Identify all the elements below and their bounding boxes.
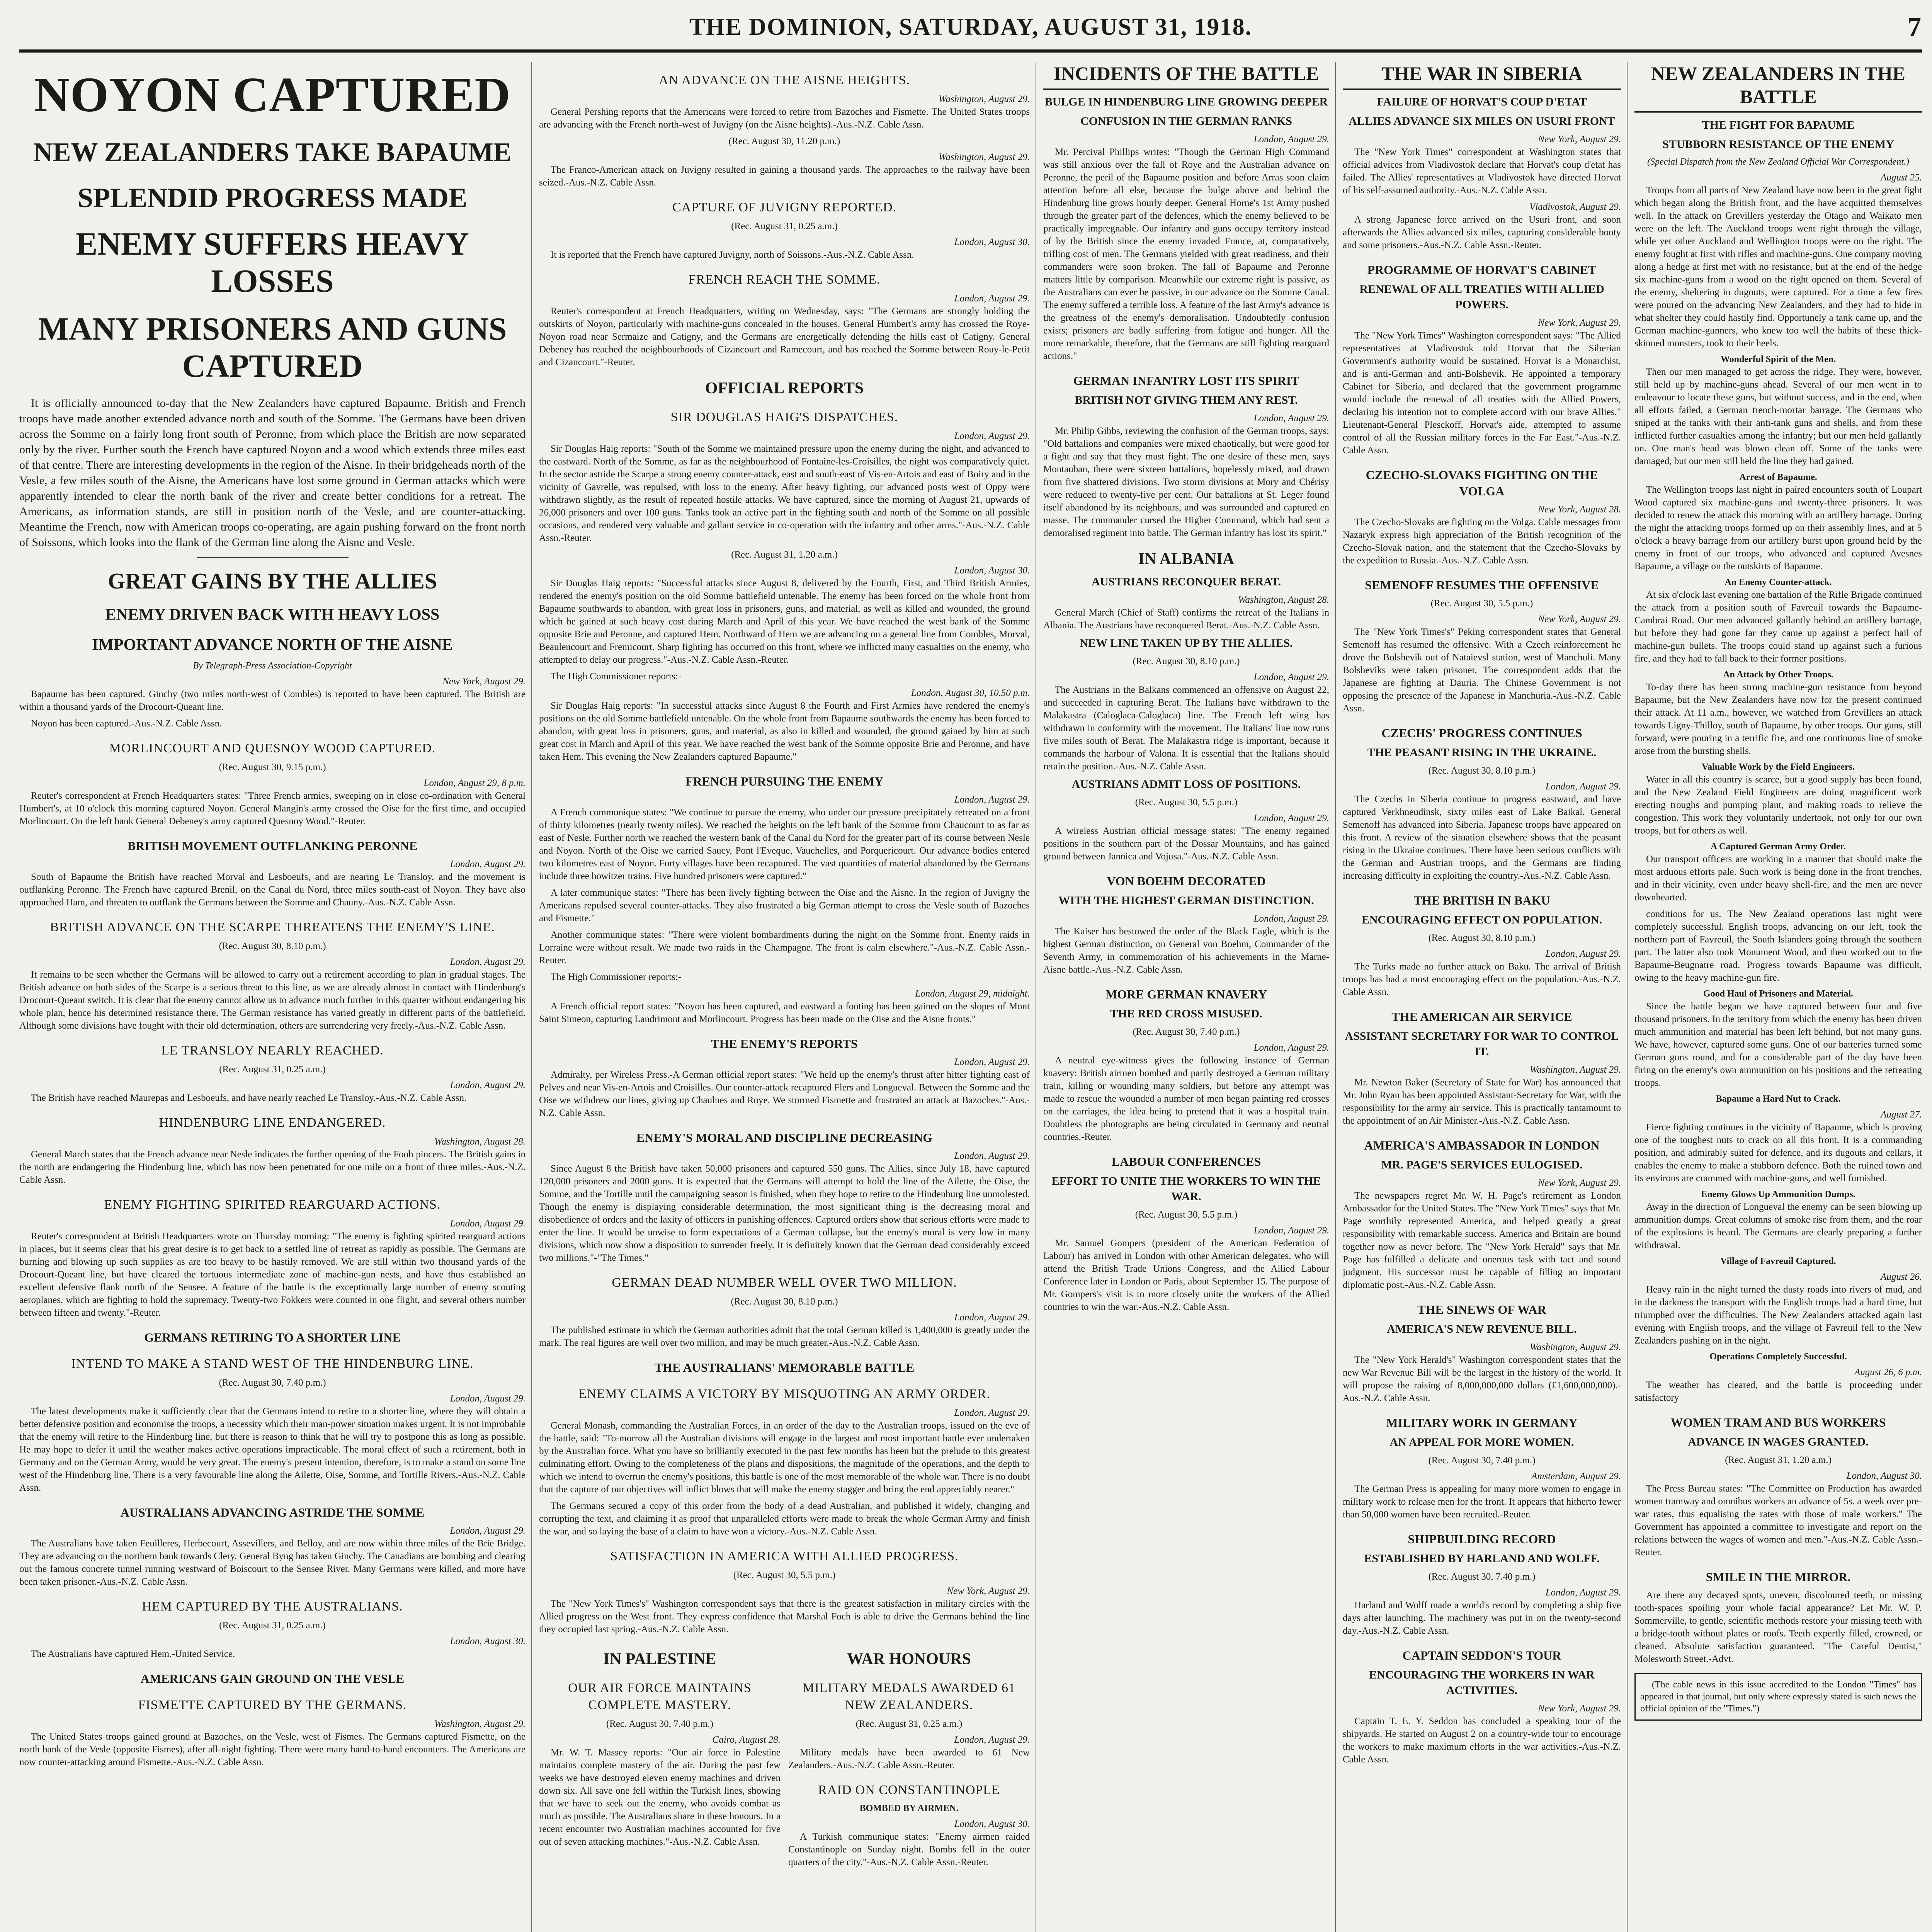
received-note: (Rec. August 31, 0.25 a.m.): [731, 221, 838, 231]
headline-progress: SPLENDID PROGRESS MADE: [77, 182, 468, 213]
article-paragraph: The German Press is appealing for many more women to engage in military work to release men for the front. It appears that hitherto fewer than 50,000 women have been recruited.-Reuter.: [1343, 1484, 1621, 1520]
dateline: Washington, August 29.: [938, 94, 1030, 104]
received-note: (Rec. August 30, 8.10 p.m.): [731, 1296, 838, 1307]
section-title: CZECHS' PROGRESS CONTINUES: [1381, 726, 1582, 740]
section-title: MORE GERMAN KNAVERY: [1105, 987, 1267, 1001]
section-header: INCIDENTS OF THE BATTLE: [1043, 62, 1329, 90]
article-paragraph: A strong Japanese force arrived on the Usuri front, and soon afterwards the Allies advanced six miles, capturing considerable booty and some prisoners.-Aus.-N.Z. Cable Assn.-Reuter.: [1343, 214, 1621, 250]
article-paragraph: A wireless Austrian official message states: "The enemy regained positions in the southern part of the Dossar Mountains, and has gained ground between Jannica and Vojusa."-Aus.-N.Z. Cable Assn.: [1043, 826, 1329, 862]
dateline: Washington, August 29.: [938, 152, 1030, 162]
section-title: AMERICANS GAIN GROUND ON THE VESLE: [140, 1672, 405, 1685]
dateline: London, August 30, 10.50 p.m.: [911, 688, 1030, 698]
section-title: AUSTRALIANS ADVANCING ASTRIDE THE SOMME: [120, 1505, 425, 1519]
subhead: Operations Completely Successful.: [1709, 1352, 1847, 1362]
section-title: SATISFACTION IN AMERICA WITH ALLIED PROGRESS.: [610, 1549, 959, 1563]
article-paragraph: A later communique states: "There has been lively fighting between the Oise and the Aisne. In the region of Juvigny the Americans repulsed several counter-attacks. They also frustrated a big German attempt to cross the Vesle south of Bazoches and Fismette.": [539, 888, 1030, 923]
dateline: London, August 29.: [450, 1526, 526, 1536]
section-title: IN PALESTINE: [603, 1650, 716, 1668]
dateline: London, August 30.: [954, 1819, 1030, 1829]
section-title: OFFICIAL REPORTS: [705, 379, 864, 397]
section-title: PROGRAMME OF HORVAT'S CABINET: [1367, 263, 1597, 277]
dateline: New York, August 29.: [947, 1586, 1030, 1596]
article-paragraph: The United States troops gained ground at Bazoches, on the Vesle, west of Fismes. The Germans captured Fismette, on the north bank of the Vesle (opposite Fismes), after all-night fighting. There were many hand-to-hand encounters. The Americans are now counter-attacking around Fismette.-Aus.-N.Z. Cable Assn.: [19, 1731, 526, 1767]
article-paragraph: The Czecho-Slovaks are fighting on the Volga. Cable messages from Nazaryk express high appreciation of the British recognition of the Czecho-Slovak nation, and the statement that the Czecho-Slovaks by the expedition to Russia.-Aus.-N.Z. Cable Assn.: [1343, 517, 1621, 566]
section-deck: ENCOURAGING THE WORKERS IN WAR ACTIVITIES.: [1369, 1668, 1595, 1697]
article-paragraph: To-day there has been strong machine-gun resistance from beyond Bapaume, but the New Zealanders have now for the present continued their attack. At 11 a.m., however, we watched from Grevillers an attack towards Ligny-Thilloy, south of Bapaume, by other troops. Our guns, still forward, were pouring in a terrific fire, and one continuous line of smoke arose from the bursting shells.: [1634, 682, 1922, 756]
received-note: (Rec. August 30, 8.10 p.m.): [1428, 765, 1536, 776]
article-paragraph: General Monash, commanding the Australian Forces, in an order of the day to the Australian troops, issued on the eve of the battle, said: "To-morrow all the Australian divisions will engage in the largest and most important battle ever undertaken by the Australian force. What you have so brilliantly executed in the past few months has been but the prelude to this greatest culminating effort. Owing to the completeness of the plans and dispositions, the magnitude of the operations, and the depth to which we intend to overrun the enemy's positions, this battle is one of the most memorable of the whole war. There is no doubt that the capture of our objectives will inflict blows that will make the enemy stagger and bring the end appreciably nearer.": [539, 1420, 1030, 1495]
section-title: GERMAN DEAD NUMBER WELL OVER TWO MILLION.: [612, 1276, 957, 1290]
section-title: FRENCH PURSUING THE ENEMY: [685, 774, 884, 788]
subhead: A Captured German Army Order.: [1711, 842, 1846, 852]
column-3: [1043, 62, 1329, 1932]
received-note: (Rec. August 30, 7.40 p.m.): [1428, 1571, 1536, 1582]
article-paragraph: Military medals have been awarded to 61 New Zealanders.-Aus.-N.Z. Cable Assn.-Reuter.: [788, 1747, 1030, 1770]
section-deck: AMERICA'S NEW REVENUE BILL.: [1387, 1323, 1577, 1335]
dateline: London, August 29.: [954, 794, 1030, 805]
section-title: LE TRANSLOY NEARLY REACHED.: [161, 1043, 384, 1058]
dateline: London, August 30.: [450, 1636, 526, 1646]
war-honours-box: [788, 1639, 1030, 1872]
article-paragraph: Another communique states: "There were violent bombardments during the night on the Somme front. Enemy raids in Lorraine were without result. We made two raids in the Champagne. The front is calm elsewhere."-Aus.-N.Z. Cable Assn.-Reuter.: [539, 930, 1030, 966]
article-paragraph: The "New York Times" correspondent at Washington states that official advices from Vladivostok declare that Horvat's coup d'etat has failed. The Allies' representatives at Vladivostok have directed Horvat of his self-assumed authority.-Aus.-N.Z. Cable Assn.: [1343, 147, 1621, 196]
byline: By Telegraph-Press Association-Copyright: [193, 661, 352, 671]
section-deck: THE PEASANT RISING IN THE UKRAINE.: [1367, 746, 1597, 759]
dateline: New York, August 29.: [1538, 1178, 1621, 1188]
section-deck: FAILURE OF HORVAT'S COUP D'ETAT: [1377, 95, 1587, 108]
section-title: THE AMERICAN AIR SERVICE: [1391, 1010, 1572, 1024]
article-paragraph: The Kaiser has bestowed the order of the Black Eagle, which is the highest German distinction, on General von Boehm, Commander of the Seventh Army, in commemoration of his achievements in the Marne-Aisne battle.-Aus.-N.Z. Cable Assn.: [1043, 926, 1329, 975]
dateline: London, August 29.: [954, 293, 1030, 304]
section-deck: CONFUSION IN THE GERMAN RANKS: [1080, 115, 1292, 128]
subhead: Valuable Work by the Field Engineers.: [1701, 762, 1855, 772]
subhead: Wonderful Spirit of the Men.: [1721, 354, 1836, 364]
section-deck: OUR AIR FORCE MAINTAINS COMPLETE MASTERY.: [568, 1681, 752, 1712]
dateline: London, August 29.: [1253, 672, 1329, 682]
dateline: London, August 29.: [1253, 913, 1329, 924]
dateline: London, August 29.: [450, 859, 526, 869]
section-title: WAR HONOURS: [847, 1650, 971, 1668]
section-title: ENEMY FIGHTING SPIRITED REARGUARD ACTIONS.: [104, 1197, 441, 1212]
section-deck: AUSTRIANS RECONQUER BERAT.: [1092, 575, 1281, 588]
section-deck: BOMBED BY AIRMEN.: [859, 1803, 959, 1813]
section-title: BRITISH ADVANCE ON THE SCARPE THREATENS THE ENEMY'S LINE.: [50, 920, 495, 934]
article-paragraph: The Austrians in the Balkans commenced an offensive on August 22, and succeeded in capturing Berat. The Italians have withdrawn to the Malakastra (Caloglaca-Caloglaca) line. The French left wing has withdrawn in conformity with the movement. The Italians' line now runs five miles south of Berat. The Malakastra ridge is important, because it commands the harbour of Valona. It is essential that the Italians should retain the position.-Aus.-N.Z. Cable Assn.: [1043, 685, 1329, 772]
headline-enemy-driven: ENEMY DRIVEN BACK WITH HEAVY LOSS: [105, 606, 440, 624]
dateline: August 26.: [1881, 1272, 1922, 1282]
section-title: FRENCH REACH THE SOMME.: [688, 272, 881, 287]
section-title: ENEMY'S MORAL AND DISCIPLINE DECREASING: [636, 1131, 933, 1145]
dateline: London, August 29.: [450, 1080, 526, 1090]
advert-title: SMILE IN THE MIRROR.: [1706, 1570, 1851, 1584]
article-paragraph: The published estimate in which the German authorities admit that the total German killed is 1,400,000 is greatly under the mark. The real figures are well over two million, and may be much greater.-Aus.-N.Z. Cable Assn.: [539, 1325, 1030, 1348]
dateline: August 25.: [1881, 172, 1922, 183]
article-paragraph: General Pershing reports that the Americans were forced to retire from Bazoches and Fismette. The United States troops are advancing with the French north-west of Juvigny (on the Aisne heights).-Aus.-N.Z. Cable Assn.: [539, 107, 1030, 130]
article-paragraph: The Press Bureau states: "The Committee on Production has awarded women tramway and omnibus workers an advance of 5s. a week over pre-war rates, thus equalising the rates with those of male workers." The Government has appointed a committee to investigate and report on the relations between the wages of women and men."-Aus.-N.Z. Cable Assn.-Reuter.: [1634, 1483, 1922, 1558]
dateline: London, August 29.: [450, 957, 526, 967]
article-paragraph: Sir Douglas Haig reports: "South of the Somme we maintained pressure upon the enemy during the night, and advanced to the eastward. North of the Somme, as far as the neighbourhood of Fontaine-les-Croisilles, the night was comparatively quiet. In the sector astride the Scarpe a strong enemy counter-attack, east and south-east of Vis-en-Artois and east of Boiry and in the vicinity of Gavrelle, was repulsed, with loss to the enemy. After heavy fighting, our advanced posts west of Oppy were withdrawn slightly, as the result of repeated hostile attacks. We have captured, since the morning of August 21, upwards of 26,000 prisoners and over 100 guns. Tanks took an active part in the fighting south and north of the Somme on all possible occasions, and rendered very valuable and gallant service in co-operation with the infantry and other arms."-Aus.-N.Z. Cable Assn.-Reuter.: [539, 444, 1030, 543]
article-paragraph: Sir Douglas Haig reports: "In successful attacks since August 8 the Fourth and First Armies have rendered the enemy's positions on the old Somme battlefield untenable. On the whole front from Bapaume southwards the enemy has been forced to abandon, with great loss in prisoners, guns, and material, as also in killed and wounded, the ground gained by him at such great cost in March and April of this year. We have reached the west bank of the Somme opposite Brie and Peronne, and have taken Hem. This evening the New Zealanders captured Bapaume.": [539, 701, 1030, 762]
dateline: Vladivostok, August 29.: [1529, 202, 1621, 212]
section-title: ENEMY CLAIMS A VICTORY BY MISQUOTING AN ARMY ORDER.: [578, 1387, 990, 1401]
article-paragraph: The Wellington troops last night in paired encounters south of Loupart Wood captured six machine-guns and twenty-three prisoners. It was decided to renew the attack this morning with an artillery barrage. During the night the attacking troops formed up on their assembly lines, and at 5 o'clock a heavy barrage from our artillery burst upon ground held by the enemy in front of our troops, who advanced and captured Avesnes Bapaume, a village on the outskirts of Bapaume.: [1634, 485, 1922, 571]
article-paragraph: Mr. W. T. Massey reports: "Our air force in Palestine maintains complete mastery of the air. During the past few weeks we have destroyed eleven enemy machines and driven down six. All save one fell within the Turkish lines, showing that we have to seek out the enemy, who avoids combat as much as possible. The Australians share in these honours. In a recent encounter two Australian machines accounted for five out of seven attacking machines."-Aus.-N.Z. Cable Assn.: [539, 1747, 781, 1847]
section-title: SIR DOUGLAS HAIG'S DISPATCHES.: [670, 410, 898, 424]
dateline: August 27.: [1881, 1109, 1922, 1120]
dateline: Amsterdam, August 29.: [1531, 1471, 1621, 1481]
article-paragraph: South of Bapaume the British have reached Morval and Lesboeufs, and are nearing Le Transloy, and the movement is outflanking Peronne. The French have captured Brenil, on the Canal du Nord, three miles south-east of Noyon. They have also approached Ham, and threaten to outflank the Germans between the Somme and Chauny.-Aus.-N.Z. Cable Assn.: [19, 872, 526, 908]
received-note: (Rec. August 30, 8.10 p.m.): [1133, 656, 1240, 667]
received-note: (Rec. August 30, 8.10 p.m.): [1428, 933, 1536, 943]
article-paragraph: Since the battle began we have captured between four and five thousand prisoners. In the territory from which the enemy has been driven much ammunition and material has been left behind, but not many guns. We have, however, captured some guns. One of our batteries turned some German guns round, and for a considerable part of the day have been firing on the enemy's own ammunition on his positions and the retreating troops.: [1634, 1001, 1922, 1088]
section-title: FISMETTE CAPTURED BY THE GERMANS.: [138, 1698, 407, 1712]
palestine-box: [539, 1639, 781, 1872]
received-note: (Rec. August 31, 0.25 a.m.): [219, 1064, 326, 1075]
section-deck: MR. PAGE'S SERVICES EULOGISED.: [1381, 1158, 1583, 1171]
column-2: [539, 62, 1030, 1932]
section-title: CAPTAIN SEDDON'S TOUR: [1402, 1648, 1561, 1662]
section-deck: ESTABLISHED BY HARLAND AND WOLFF.: [1364, 1552, 1600, 1565]
section-deck: AUSTRIANS ADMIT LOSS OF POSITIONS.: [1071, 778, 1301, 791]
section-title: AMERICA'S AMBASSADOR IN LONDON: [1364, 1138, 1600, 1152]
masthead-title: THE DOMINION, SATURDAY, AUGUST 31, 1918.: [689, 14, 1252, 40]
article-paragraph: At six o'clock last evening one battalion of the Rifle Brigade continued the attack from a position south of Favreuil towards the Bapaume-Cambrai Road. Our men advanced gallantly behind an artillery barrage, but before they had gone far they came up against a perfect hail of machine-gun bullets. The troops could stand up against such a furious fire, and they had to fall back to their former positions.: [1634, 590, 1922, 664]
section-header: THE WAR IN SIBERIA: [1343, 62, 1621, 90]
article-paragraph: conditions for us. The New Zealand operations last night were completely successful. English troops, advancing on our left, took the northern part of Favreuil, the South Islanders going through the southern part. The latter also took Monument Wood, and then worked out to the Bapaume-Beugnatre road. Progress towards Bapaume was difficult, owing to the heavy machine-gun fire.: [1634, 909, 1922, 983]
article-paragraph: The "New York Herald's" Washington correspondent states that the new War Revenue Bill will be the largest in the history of the world. It will propose the raising of 8,000,000,000 dollars (£1,600,000,000).-Aus.-N.Z. Cable Assn.: [1343, 1355, 1621, 1403]
dateline: New York, August 28.: [1538, 504, 1621, 515]
page-number: 7: [1907, 11, 1922, 43]
dateline: London, August 29.: [954, 1312, 1030, 1323]
intro-note: (Special Dispatch from the New Zealand Official War Correspondent.): [1647, 157, 1909, 167]
subhead: Enemy Glows Up Ammunition Dumps.: [1701, 1189, 1855, 1199]
section-title: HINDENBURG LINE ENDANGERED.: [159, 1116, 386, 1130]
divider: [197, 557, 349, 558]
section-title: MORLINCOURT AND QUESNOY WOOD CAPTURED.: [109, 741, 436, 755]
article-paragraph: Mr. Percival Phillips writes: "Though the German High Command was still anxious over the fall of Roye and the Australian advance on Peronne, the peril of the Bapaume position and before Arras soon claim attention before all else, because the bulge above and behind the Hindenburg line grows hourly deeper. General Horne's 1st Army pushed through the greater part of the defences, which the enemy believed to be practically impregnable. Our infantry and guns occupy territory instead of by the British since the enemy invaded France, at, comparatively, trifling cost of men. The Germans yielded with great readiness, and their commanders were soon broken. The fall of Bapaume and Peronne matters little by comparison. Meanwhile our extreme right is passive, as the Australians can ever be passive, in our advance on the Somme Canal. The enemy suffered a terrible loss. A feature of the last Army's advance is the greatness of the enemy's demoralisation. Undoubtedly confusion exists; prisoners are badly suffering from fatigue and hunger. All the more remarkable, therefore, that the Germans are still fighting rearguard actions.": [1043, 147, 1329, 361]
article-paragraph: A neutral eye-witness gives the following instance of German knavery: British airmen bombed and partly destroyed a German military train, killing or wounding many soldiers, but before any attempt was made to rescue the wounded a number of men began painting red crosses on the carriages, the idea being to pretend that it was a hospital train. Doubtless the photographs are being circulated in Germany and neutral countries.-Reuter.: [1043, 1055, 1329, 1142]
section-deck: RENEWAL OF ALL TREATIES WITH ALLIED POWERS.: [1359, 283, 1604, 311]
article-paragraph: Away in the direction of Longueval the enemy can be seen blowing up ammunition dumps. Great columns of smoke rise from them, and the roar of the explosions is heard. The Germans are clearly preparing a further withdrawal.: [1634, 1202, 1922, 1250]
section-deck: ENCOURAGING EFFECT ON POPULATION.: [1361, 913, 1602, 926]
dateline: London, August 29.: [1253, 134, 1329, 145]
received-note: (Rec. August 30, 8.10 p.m.): [219, 941, 326, 951]
dateline: London, August 29.: [1253, 413, 1329, 423]
received-note: (Rec. August 30, 5.5 p.m.): [1135, 797, 1238, 808]
section-title: LABOUR CONFERENCES: [1111, 1155, 1261, 1168]
article-paragraph: Heavy rain in the night turned the dusty roads into rivers of mud, and in the darkness the transport with the English troops had a hard time, but triumphed over the difficulties. The New Zealanders attacked again last evening with English troops, and the village of Favreuil fell to the New Zealanders pushing on in the night.: [1634, 1284, 1922, 1346]
article-paragraph: A French official report states: "Noyon has been captured, and eastward a footing has been gained on the slopes of Mont Saint Simeon, capturing Landrimont and Morlincourt. Progress has been made on the Oise and the Aisne fronts.": [539, 1001, 1030, 1024]
received-note: (Rec. August 30, 11.20 p.m.): [728, 136, 840, 146]
article-paragraph: Admiralty, per Wireless Press.-A German official report states: "We held up the enemy's thrust after hitter fighting east of Pelves and near Vis-en-Artois and Croisilles. Our counter-attack recaptured Flers and Longueval. Between the Somme and the Oise we withdrew our lines, giving up Chaulnes and Roye. We stormed Fismette and frustrated an attack at Bazoches."-Aus.-N.Z. Cable Assn.: [539, 1070, 1030, 1118]
section-title: SEMENOFF RESUMES THE OFFENSIVE: [1365, 578, 1599, 592]
section-title: BRITISH MOVEMENT OUTFLANKING PERONNE: [127, 839, 418, 853]
received-note: (Rec. August 30, 5.5 p.m.): [1135, 1209, 1238, 1220]
received-note: (Rec. August 30, 7.40 p.m.): [219, 1378, 326, 1388]
article-paragraph: Reuter's correspondent at British Headquarters wrote on Thursday morning: "The enemy is fighting spirited rearguard actions in places, but it seems clear that his great desire is to get back to a settled line of retreat as rapidly as possible. The Germans are burning and blowing up such supplies as are too heavy to be hastily removed. We are still within two thousand yards of the Drocourt-Queant line, but have cleared the tortuous intermediate zone of machine-gun nests, and have thus established an excellent defensive flank north of the Sensee. A feature of the battle is the exceptionally large number of enemy scouting aeroplanes, which are fighting to hold the supremacy. Twenty-two Fokkers were counted in one flight, and several others number between fifteen and twenty."-Reuter.: [19, 1231, 526, 1318]
article-paragraph: Noyon has been captured.-Aus.-N.Z. Cable Assn.: [31, 718, 222, 729]
article-paragraph: The British have reached Maurepas and Lesboeufs, and have nearly reached Le Transloy.-Aus.-N.Z. Cable Assn.: [31, 1093, 467, 1103]
article-paragraph: Fierce fighting continues in the vicinity of Bapaume, which is proving one of the toughest nuts to crack on all this front. It is a commanding position, and admirably suited for defence, and its dugouts and cellars, it enables the enemy to make a stubborn defence. Both the ruined town and its environs are crammed with machine-guns, and well furnished.: [1634, 1122, 1922, 1184]
article-paragraph: The Australians have taken Feuilleres, Herbecourt, Assevillers, and Belloy, and are now within three miles of the Brie Bridge. They are advancing on the northern bank towards Clery. General Byng has taken Ginchy. The Canadians are bombing and clearing out the famous concrete tunnel running westward of Boiscourt to the Sensee River. Many Germans were killed, and more have been taken prisoner.-Aus.-N.Z. Cable Assn.: [19, 1538, 526, 1587]
article-paragraph: Bapaume has been captured. Ginchy (two miles north-west of Combles) is reported to have been captured. The British are within a thousand yards of the Drocourt-Queant line.: [19, 689, 526, 712]
received-note: (Rec. August 30, 9.15 p.m.): [219, 762, 326, 772]
received-note: (Rec. August 30, 7.40 p.m.): [1133, 1027, 1240, 1037]
footnote: (The cable news in this issue accredited to the London "Times" has appeared in that journal, but only where expressly stated is such news the official opinion of the "Times."): [1634, 1673, 1922, 1721]
headline-losses: ENEMY SUFFERS HEAVY LOSSES: [76, 226, 469, 299]
dateline: Cairo, August 28.: [712, 1735, 781, 1745]
bottom-pair: [539, 1639, 1030, 1872]
dateline: London, August 29.: [954, 1408, 1030, 1418]
section-deck: AN APPEAL FOR MORE WOMEN.: [1389, 1436, 1574, 1449]
article-paragraph: Our transport officers are working in a manner that should make the most arduous efforts pale. Such work is being done in the front trenches, and in their vicinity, even under heavy shell-fire, and the men are never downhearted.: [1634, 854, 1922, 903]
section-deck: EFFORT TO UNITE THE WORKERS TO WIN THE WAR.: [1051, 1175, 1321, 1203]
received-note: (Rec. August 30, 7.40 p.m.): [606, 1719, 714, 1729]
headline-aisne: IMPORTANT ADVANCE NORTH OF THE AISNE: [92, 636, 453, 654]
subhead: An Attack by Other Troops.: [1723, 670, 1833, 680]
section-title: CZECHO-SLOVAKS FIGHTING ON THE VOLGA: [1366, 468, 1598, 498]
section-title: THE BRITISH IN BAKU: [1413, 893, 1550, 907]
lead-paragraph: It is officially announced to-day that the New Zealanders have captured Bapaume. British and French troops have made another extended advance north and south of the Somme. The Germans have been driven across the Somme on a fairly long front south of Peronne, from which place the British are now separated only by the river. Further south the French have captured Noyon and a wood which extends three miles east of that centre. There are interesting developments in the region of the Aisne. In their bridgeheads north of the Vesle, a few miles south of the Aisne, the Americans have lost some ground in German attacks which were apparently intended to clear the north bank of the river and create better conditions for a retreat. The Americans, as information stands, are still in position north of the Vesle, and are counter-attacking. Meantime the French, now with American troops co-operating, are again pushing forward on the front north of Soissons, which looks into the flank of the German line along the Aisne and Vesle.: [19, 397, 526, 549]
article-paragraph: Captain T. E. Y. Seddon has concluded a speaking tour of the shipyards. He started on August 2 on a country-wide tour to encourage the workers to make maximum efforts in the war activities.-Aus.-N.Z. Cable Assn.: [1343, 1716, 1621, 1765]
section-title: VON BOEHM DECORATED: [1107, 874, 1266, 888]
article-paragraph: The "New York Times's" Washington correspondent says that there is the greatest satisfaction in military circles with the Allied progress on the West front. They express confidence that Marshal Foch is able to drive the Germans behind the line they occupied last spring.-Aus.-N.Z. Cable Assn.: [539, 1599, 1030, 1634]
dateline: Washington, August 29.: [434, 1719, 526, 1729]
section-title: AN ADVANCE ON THE AISNE HEIGHTS.: [658, 73, 910, 87]
section-title: INTEND TO MAKE A STAND WEST OF THE HINDENBURG LINE.: [71, 1357, 474, 1371]
dateline: London, August 29.: [1253, 1043, 1329, 1053]
article-paragraph: The High Commissioner reports:-: [551, 671, 682, 682]
article-paragraph: General March (Chief of Staff) confirms the retreat of the Italians in Albania. The Austrians have reconquered Berat.-Aus.-N.Z. Cable Assn.: [1043, 607, 1329, 631]
article-paragraph: The "New York Times" Washington correspondent says: "The Allied representatives at Vladivostok told Horvat that the Siberian Government's authority would be sustained. Horvat is a Monarchist, and is anti-German and anti-Bolshevik. He appointed a temporary Cabinet for Siberia, and declared that the government programme would include the renewal of all treaties with the Allied Powers, declaring his intention not to complete accord with our brave Allies." Lieutenant-General Plesckoff, Horvat's aide, attempted to assume control of all the Russian military forces in the Far East."-Aus.-N.Z. Cable Assn.: [1343, 330, 1621, 456]
section-header: NEW ZEALANDERS IN THE BATTLE: [1634, 62, 1922, 113]
received-note: (Rec. August 30, 7.40 p.m.): [1428, 1455, 1536, 1466]
section-deck: STUBBORN RESISTANCE OF THE ENEMY: [1662, 138, 1894, 151]
section-title: SHIPBUILDING RECORD: [1408, 1532, 1556, 1546]
article-paragraph: The weather has cleared, and the battle is proceeding under satisfactory: [1634, 1380, 1922, 1403]
article-paragraph: Sir Douglas Haig reports: "Successful attacks since August 8, delivered by the Fourth, First, and Third British Armies, rendered the enemy's position on the old Somme battlefield untenable. The enemy has been forced on the whole front from Bapaume southwards to abandon, with great loss in prisoners, guns, and material, as well as killed and wounded, the ground which he gained at such heavy cost during March and April of this year. We have reached the west bank of the Somme opposite Brie and Peronne, and captured Hem. Northward of Hem we are advancing on a general line from Combles, Morval, Beaulencourt and Fremicourt. Sharp fighting has occurred on this front, where we inflicted many casualties on the enemy, who attempted to delay our progress."-Aus.-N.Z. Cable Assn.-Reuter.: [539, 578, 1030, 665]
article-paragraph: The "New York Times's" Peking correspondent states that General Semenoff has resumed the offensive. With a Czech reinforcement he drove the Bolshevik out of Nataievsl station, west of Manchuli. Many Bolsheviks were taken prisoner. The correspondent adds that the Japanese are fighting at Dauria. The Chinese Government is not opposing the presence of the Japanese in Manchuria.-Aus.-N.Z. Cable Assn.: [1343, 627, 1621, 714]
masthead-rule: [19, 49, 1922, 53]
article-paragraph: The Franco-American attack on Juvigny resulted in gaining a thousand yards. The approaches to the railway have been seized.-Aus.-N.Z. Cable Assn.: [539, 165, 1030, 188]
subhead: Village of Favreuil Captured.: [1720, 1256, 1836, 1266]
dateline: London, August 29.: [954, 1057, 1030, 1067]
article-paragraph: Since August 8 the British have taken 50,000 prisoners and captured 550 guns. The Allies, since July 18, have captured 120,000 prisoners and 2000 guns. It is expected that the Germans will attempt to hold the line of the Ailette, the Oise, the Somme, and the Tortille until the campaigning season is finished, when they hope to retire to the Hindenburg line unmolested. Though the enemy is displaying considerable determination, the most significant thing is the decreasing moral and disobedience of orders and the laxity of officers in punishing offences. Captured orders show that serious efforts were made to enter the line. It would be unwise to form expectations of a German collapse, but the enemy's moral is very low in many divisions, which now show a disposition to surrender freely. It is definitely known that the German dead considerably exceed two millions."-"The Times.": [539, 1163, 1030, 1263]
article-paragraph: The Germans secured a copy of this order from the body of a dead Australian, and published it widely, changing and corrupting the text, and claiming it as proof that unparalleled efforts were made to break the whole German Army and finish the war, and so laying the base of a claim to have won a victory.-Aus.-N.Z. Cable Assn.: [539, 1501, 1030, 1537]
dateline: Washington, August 28.: [434, 1136, 526, 1147]
dateline: New York, August 29.: [1538, 134, 1621, 145]
section-deck: BRITISH NOT GIVING THEM ANY REST.: [1075, 394, 1298, 406]
received-note: (Rec. August 31, 0.25 a.m.): [219, 1620, 326, 1631]
article-paragraph: The Australians have captured Hem.-United Service.: [31, 1649, 235, 1659]
dateline: London, August 29.: [954, 1735, 1030, 1745]
advert-body: Are there any decayed spots, uneven, discoloured teeth, or missing tooth-spaces spoiling your whole facial appearance? Let Mr. W. P. Sommerville, to gentle, scientific methods restore your missing teeth with a bridge-tooth without plates or roofs. Teeth expertly filled, crowned, or cleaned. Absolute satisfaction guaranteed. "The Careful Dentist," Molesworth Street.-Advt.: [1634, 1590, 1922, 1664]
headline-prisoners: MANY PRISONERS AND GUNS CAPTURED: [38, 311, 507, 384]
article-paragraph: General March states that the French advance near Nesle indicates the further opening of the Fooh pincers. The British gains in the north are endangering the Hindenburg line, which has now been penetrated for one mile on a front of three miles.-Aus.-N.Z. Cable Assn.: [19, 1149, 526, 1185]
headline-new-zealanders: NEW ZEALANDERS TAKE BAPAUME: [33, 138, 512, 167]
article-paragraph: Mr. Newton Baker (Secretary of State for War) has announced that Mr. John Ryan has been appointed Assistant-Secretary for War, with the responsibility for the army air service. This is practically tantamount to the appointment of an Air Minister.-Aus.-N.Z. Cable Assn.: [1343, 1077, 1621, 1126]
dateline: New York, August 29.: [1538, 614, 1621, 624]
section-deck: THE RED CROSS MISUSED.: [1110, 1007, 1262, 1020]
section-deck: WITH THE HIGHEST GERMAN DISTINCTION.: [1058, 894, 1314, 907]
dateline: Washington, August 29.: [1529, 1342, 1621, 1352]
dateline: London, August 30.: [1846, 1471, 1922, 1481]
column-rule: [1335, 62, 1336, 1932]
article-paragraph: Water in all this country is scarce, but a good supply has been found, and the New Zealand Field Engineers are doing magnificent work erecting troughs and pumping plant, and making roads to relieve the congestion. This work they voluntarily undertook, not only for our own troops, but for others as well.: [1634, 774, 1922, 836]
masthead: [19, 8, 1922, 46]
article-paragraph: Mr. Philip Gibbs, reviewing the confusion of the German troops, says: "Old battalions and companies were mixed chaotically, but were good for a fight and say that they must fight. The one desire of these men, says Montauban, there were sixteen battalions, hopelessly mixed, and drawn from five shattered divisions. Two storm divisions at Mory and Chérisy were reduced to twenty-five per cent. Our battalions at St. Leger found itself abandoned by its neighbours, and was surrounded and captured en masse. The commander cursed the Higher Command, which had sent a demoralised regiment into battle. The German infantry has lost its spirit.": [1043, 426, 1329, 538]
column-5: [1634, 62, 1922, 1932]
dateline: New York, August 29.: [442, 676, 526, 687]
article-paragraph: The newspapers regret Mr. W. H. Page's retirement as London Ambassador for the United States. The "New York Times" says that Mr. Page worthily represented America, and helped greatly a great responsibility with remarkable success. America and Britain are bound together now as never before. The "New York Herald" says that Mr. Page has fulfilled a delicate and onerous task with tact and sound judgment. His successor must be capable of filling an important diplomatic post.-Aus.-N.Z. Cable Assn.: [1343, 1190, 1621, 1290]
article-paragraph: Reuter's correspondent at French Headquarters, writing on Wednesday, says: "The Germans are strongly holding the outskirts of Noyon, particularly with machine-guns concealed in the houses. General Humbert's army has crossed the Roye-Noyon road near Sermaize and Catigny, and the Germans are energetically defending the hills east of Catigny. General Debeney has reached the neighbourhoods of Cizancourt and Ramecourt, and has reached the Somme between Rouy-le-Petit and Cizancourt."-Reuter.: [539, 306, 1030, 367]
column-rule: [1627, 62, 1628, 1932]
dateline: London, August 29.: [1253, 1225, 1329, 1236]
section-deck: THE FIGHT FOR BAPAUME: [1702, 119, 1855, 131]
section-deck: MILITARY MEDALS AWARDED 61 NEW ZEALANDERS.: [802, 1681, 1015, 1712]
dateline: London, August 29.: [450, 1393, 526, 1404]
section-title: RAID ON CONSTANTINOPLE: [818, 1783, 1000, 1797]
article-paragraph: It is reported that the French have captured Juvigny, north of Soissons.-Aus.-N.Z. Cable Assn.: [551, 250, 914, 260]
dateline: London, August 30.: [954, 565, 1030, 576]
dateline: London, August 29.: [954, 1151, 1030, 1161]
subhead: Good Haul of Prisoners and Material.: [1703, 989, 1853, 999]
dateline: London, August 29.: [1545, 949, 1621, 959]
article-paragraph: A Turkish communique states: "Enemy airmen raided Constantinople on Sunday night. Bombs fell in the outer quarters of the city."-Aus.-N.Z. Cable Assn.-Reuter.: [788, 1832, 1030, 1867]
column-4: [1343, 62, 1621, 1932]
received-note: (Rec. August 30, 5.5 p.m.): [1430, 598, 1533, 609]
received-note: (Rec. August 31, 0.25 a.m.): [855, 1719, 963, 1729]
section-deck: NEW LINE TAKEN UP BY THE ALLIES.: [1080, 637, 1293, 650]
section-title: CAPTURE OF JUVIGNY REPORTED.: [672, 200, 897, 214]
article-paragraph: Then our men managed to get across the ridge. They were, however, still held up by machine-guns ahead. Several of our men went in to endeavour to locate these guns, but without success, and in the end, when all efforts failed, a German trench-mortar barrage. The Germans who sniped at the tanks with their anti-tank guns and shells, and from these inflicted further casualties among the infantry; but our men held gallantly on. One man's head was blown clean off. Some of the tanks were damaged, but our men still held the line they had gained.: [1634, 367, 1922, 466]
dateline: London, August 29.: [1253, 813, 1329, 823]
section-deck: ADVANCE IN WAGES GRANTED.: [1688, 1435, 1869, 1448]
section-title: WOMEN TRAM AND BUS WORKERS: [1670, 1415, 1886, 1429]
dateline: London, August 29, 8 p.m.: [423, 778, 526, 788]
subhead: Bapaume a Hard Nut to Crack.: [1716, 1094, 1841, 1104]
section-deck: ALLIES ADVANCE SIX MILES ON USURI FRONT: [1349, 115, 1615, 128]
section-deck: BULGE IN HINDENBURG LINE GROWING DEEPER: [1044, 95, 1328, 108]
received-note: (Rec. August 31, 1.20 a.m.): [1725, 1455, 1832, 1465]
section-deck: ASSISTANT SECRETARY FOR WAR TO CONTROL IT.: [1345, 1030, 1619, 1058]
section-title: MILITARY WORK IN GERMANY: [1386, 1416, 1578, 1430]
dateline: London, August 29.: [954, 431, 1030, 441]
section-title: GERMANS RETIRING TO A SHORTER LINE: [144, 1330, 401, 1344]
column-rule: [531, 62, 532, 1932]
article-paragraph: A French communique states: "We continue to pursue the enemy, who under our pressure precipitately retreated on a front of thirty kilometres (nearly twenty miles). We reached the heights on the left bank of the Somme from Chaucourt to as far as east of Nesle. Further north we reached the western bank of the Canal du Nord for the greater part of its course between Nesle and Noyon. North of the Oise we carried Saucy, Pont l'Eveque, Vauchelles, and Porquericourt. Our advance bodies entered two kilometres east of Noyon. Forty villages have been recaptured. The vast quantities of material abandoned by the Germans include three howitzer trains. Five hundred prisoners were captured.": [539, 807, 1030, 881]
dateline: London, August 29.: [450, 1218, 526, 1229]
column-1: [19, 62, 526, 1932]
section-title: HEM CAPTURED BY THE AUSTRALIANS.: [142, 1599, 403, 1614]
dateline: London, August 29, midnight.: [915, 988, 1030, 999]
article-paragraph: The Czechs in Siberia continue to progress eastward, and have captured Verkhneudinsk, sixty miles east of Lake Baikal. General Semenoff has advanced into Siberia. Japanese troops have appeared on this front. A review of the situation elsewhere shows that the peasant rising in the Ukraine continues. There have been serious conflicts with the German and Austrian troops, and the Germans are finding increasing difficulty in exploiting the country.-Aus.-N.Z. Cable Assn.: [1343, 794, 1621, 881]
dateline: Washington, August 28.: [1238, 595, 1329, 605]
article-paragraph: The Turks made no further attack on Baku. The arrival of British troops has had a most encouraging effect on the population.-Aus.-N.Z. Cable Assn.: [1343, 961, 1621, 997]
headline-great-gains: GREAT GAINS BY THE ALLIES: [107, 568, 437, 594]
received-note: (Rec. August 31, 1.20 a.m.): [731, 549, 838, 560]
article-paragraph: Mr. Samuel Gompers (president of the American Federation of Labour) has arrived in London with other American delegates, who will attend the British Trade Unions Congress, and the Allied Labour Conference later in London or Paris, about September 15. The purpose of Mr. Gompers's visit is to more closely unite the workers of the Allied countries to win the war.-Aus.-N.Z. Cable Assn.: [1043, 1238, 1329, 1312]
dateline: London, August 29.: [1545, 1587, 1621, 1598]
article-paragraph: Harland and Wolff made a world's record by completing a ship five days after launching. The machinery was put in on the twenty-second day.-Aus.-N.Z. Cable Assn.: [1343, 1600, 1621, 1636]
section-title: THE AUSTRALIANS' MEMORABLE BATTLE: [654, 1361, 915, 1374]
dateline: Washington, August 29.: [1529, 1065, 1621, 1075]
article-paragraph: Troops from all parts of New Zealand have now been in the great fight which began along the British front, and the have acquitted themselves well. In the attack on Grevillers yesterday the Otago and Waikato men were on the left. The Auckland troops went right through the village, while yet other Auckland and Wellington troops were on the right. The enemy fought at first with rifles and machine-guns. One company moving along a hedge at first met with no resistance, but at the end of the hedge six machine-guns from a wood on the right opened on them. Several of the enemy, sheltering in dugouts, were captured. For a time a few fires were poured on the advancing New Zealanders, and they had to hide in what shelter they could hastily find. Opportunely a tank came up, and the German machine-gunners, who knew too well the habits of these thick-skinned monsters, took to their heels.: [1634, 185, 1922, 349]
section-title: IN ALBANIA: [1138, 550, 1235, 568]
subhead: An Enemy Counter-attack.: [1725, 577, 1832, 587]
subhead: Arrest of Bapaume.: [1739, 472, 1817, 482]
article-paragraph: The High Commissioner reports:-: [551, 972, 682, 982]
section-title: GERMAN INFANTRY LOST ITS SPIRIT: [1073, 374, 1299, 388]
section-title: THE SINEWS OF WAR: [1417, 1303, 1546, 1316]
dateline: London, August 29.: [1545, 781, 1621, 792]
dateline: New York, August 29.: [1538, 1703, 1621, 1714]
dateline: London, August 30.: [954, 237, 1030, 247]
received-note: (Rec. August 30, 5.5 p.m.): [733, 1570, 836, 1580]
banner-headline: NOYON CAPTURED: [34, 67, 511, 122]
article-paragraph: The latest developments make it sufficiently clear that the Germans intend to retire to a shorter line, where they will obtain a better defensive position and economise the troops, a necessity which their man-power situation makes urgent. It is not improbable that the enemy will retire to the Hindenburg line, but there is reason to think that he will try to postpone this as long as possible. He may hope to defer it until the weather makes active operations impracticable. The moral effect of such a retirement, both in Germany and on the German Army, would be very great. The enemy's present intention, therefore, is to make a stand on some line west of the Hindenburg line. There is a very favourable line along the Ailette, Oise, Somme, and Tortille Rivers.-Aus.-N.Z. Cable Assn.: [19, 1406, 526, 1493]
dateline: August 26, 6 p.m.: [1854, 1367, 1922, 1378]
article-paragraph: It remains to be seen whether the Germans will be allowed to carry out a retirement according to plan in gradual stages. The British advance on both sides of the Scarpe is a serious threat to this line, as we are already almost in contact with Hindenburg's Drocourt-Queant switch. It is clear that the enemy cannot allow us to advance much further in this quarter without endangering his whole plan, hence his determined resistance there. The German resistance has varied greatly in different parts of the battlefield. Although some divisions have fought with their old determination, others are surrendering very freely.-Aus.-N.Z. Cable Assn.: [19, 969, 526, 1031]
article-paragraph: Reuter's correspondent at French Headquarters states: "Three French armies, sweeping on in close co-ordination with General Humbert's, at 10 o'clock this morning captured Noyon. General Mangin's army crossed the Oise for the first time, and occupied Morlincourt. On the left bank General Debeney's army captured Quesnoy Wood."-Reuter.: [19, 791, 526, 827]
section-title: THE ENEMY'S REPORTS: [711, 1037, 858, 1051]
dateline: New York, August 29.: [1538, 318, 1621, 328]
